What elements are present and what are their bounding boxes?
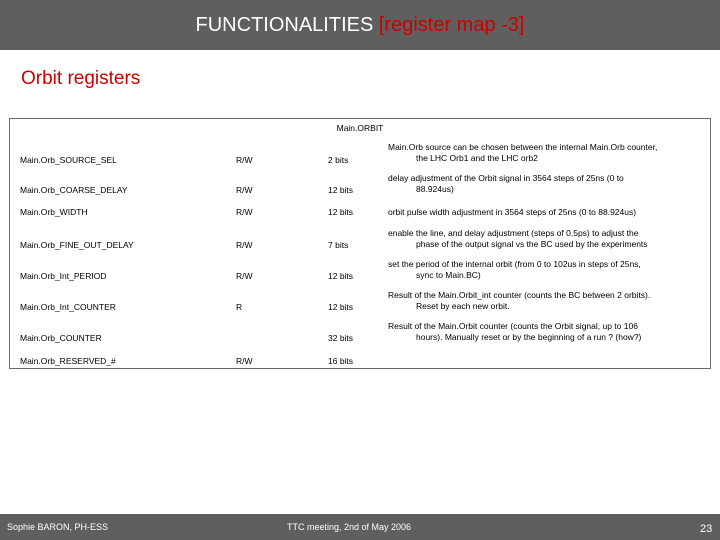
description-line: 88.924us): [416, 184, 454, 194]
register-access: R/W: [236, 271, 253, 281]
description-line: Reset by each new orbit.: [416, 301, 510, 311]
register-description: [388, 321, 706, 343]
register-access: R/W: [236, 207, 253, 217]
register-description: [388, 290, 706, 312]
footer-event: TTC meeting, 2nd of May 2006: [287, 522, 412, 532]
register-name: Main.Orb_COARSE_DELAY: [20, 185, 128, 195]
table-caption: Main.ORBIT: [336, 123, 384, 133]
register-description: [388, 228, 706, 250]
register-description: [388, 259, 706, 281]
register-table: [9, 118, 711, 369]
title-bar: [0, 0, 720, 50]
register-description: [388, 173, 706, 195]
description-line: the LHC Orb1 and the LHC orb2: [416, 153, 538, 163]
register-access: R/W: [236, 185, 253, 195]
register-access: R: [236, 302, 243, 312]
register-size: 16 bits: [328, 356, 354, 366]
section-subtitle: Orbit registers: [21, 68, 141, 89]
register-name: Main.Orb_FINE_OUT_DELAY: [20, 240, 134, 250]
register-size: 2 bits: [328, 155, 349, 165]
register-name: Main.Orb_RESERVED_#: [20, 356, 116, 366]
description-line: Main.Orb source can be chosen between the internal Main.Orb counter,: [388, 142, 658, 152]
description-line: Result of the Main.Orbit counter (counts the Orbit signal, up to 106: [388, 321, 638, 331]
register-name: Main.Orb_Int_PERIOD: [20, 271, 107, 281]
register-size: 12 bits: [328, 185, 354, 195]
footer-bar: [0, 514, 720, 540]
description-line: set the period of the internal orbit (from 0 to 102us in steps of 25ns,: [388, 259, 641, 269]
slide-title-highlight: [register map -3]: [378, 14, 525, 36]
description-line: hours). Manually reset or by the beginning of a run ? (how?): [416, 332, 642, 342]
register-size: 32 bits: [328, 333, 354, 343]
register-access: R/W: [236, 356, 253, 366]
register-access: R/W: [236, 240, 253, 250]
slide-title: [0, 14, 720, 37]
register-size: 12 bits: [328, 207, 354, 217]
register-name: Main.Orb_SOURCE_SEL: [20, 155, 117, 165]
description-line: sync to Main.BC): [416, 270, 481, 280]
register-name: Main.Orb_COUNTER: [20, 333, 102, 343]
description-line: delay adjustment of the Orbit signal in 3564 steps of 25ns (0 to: [388, 173, 624, 183]
description-line: phase of the output signal vs the BC used by the experiments: [416, 239, 648, 249]
page-number: 23: [700, 523, 713, 535]
register-access: R/W: [236, 155, 253, 165]
register-name: Main.Orb_Int_COUNTER: [20, 302, 116, 312]
register-size: 12 bits: [328, 271, 354, 281]
register-description: [388, 142, 706, 164]
description-line: orbit pulse width adjustment in 3564 steps of 25ns (0 to 88.924us): [388, 207, 637, 217]
slide-title-main: FUNCTIONALITIES: [195, 14, 379, 36]
register-size: 12 bits: [328, 302, 354, 312]
register-description: [388, 207, 706, 218]
register-name: Main.Orb_WIDTH: [20, 207, 88, 217]
footer-author: Sophie BARON, PH-ESS: [7, 522, 109, 532]
description-line: Result of the Main.Orbit_int counter (counts the BC between 2 orbits).: [388, 290, 651, 300]
register-size: 7 bits: [328, 240, 349, 250]
description-line: enable the line, and delay adjustment (steps of 0.5ps) to adjust the: [388, 228, 639, 238]
